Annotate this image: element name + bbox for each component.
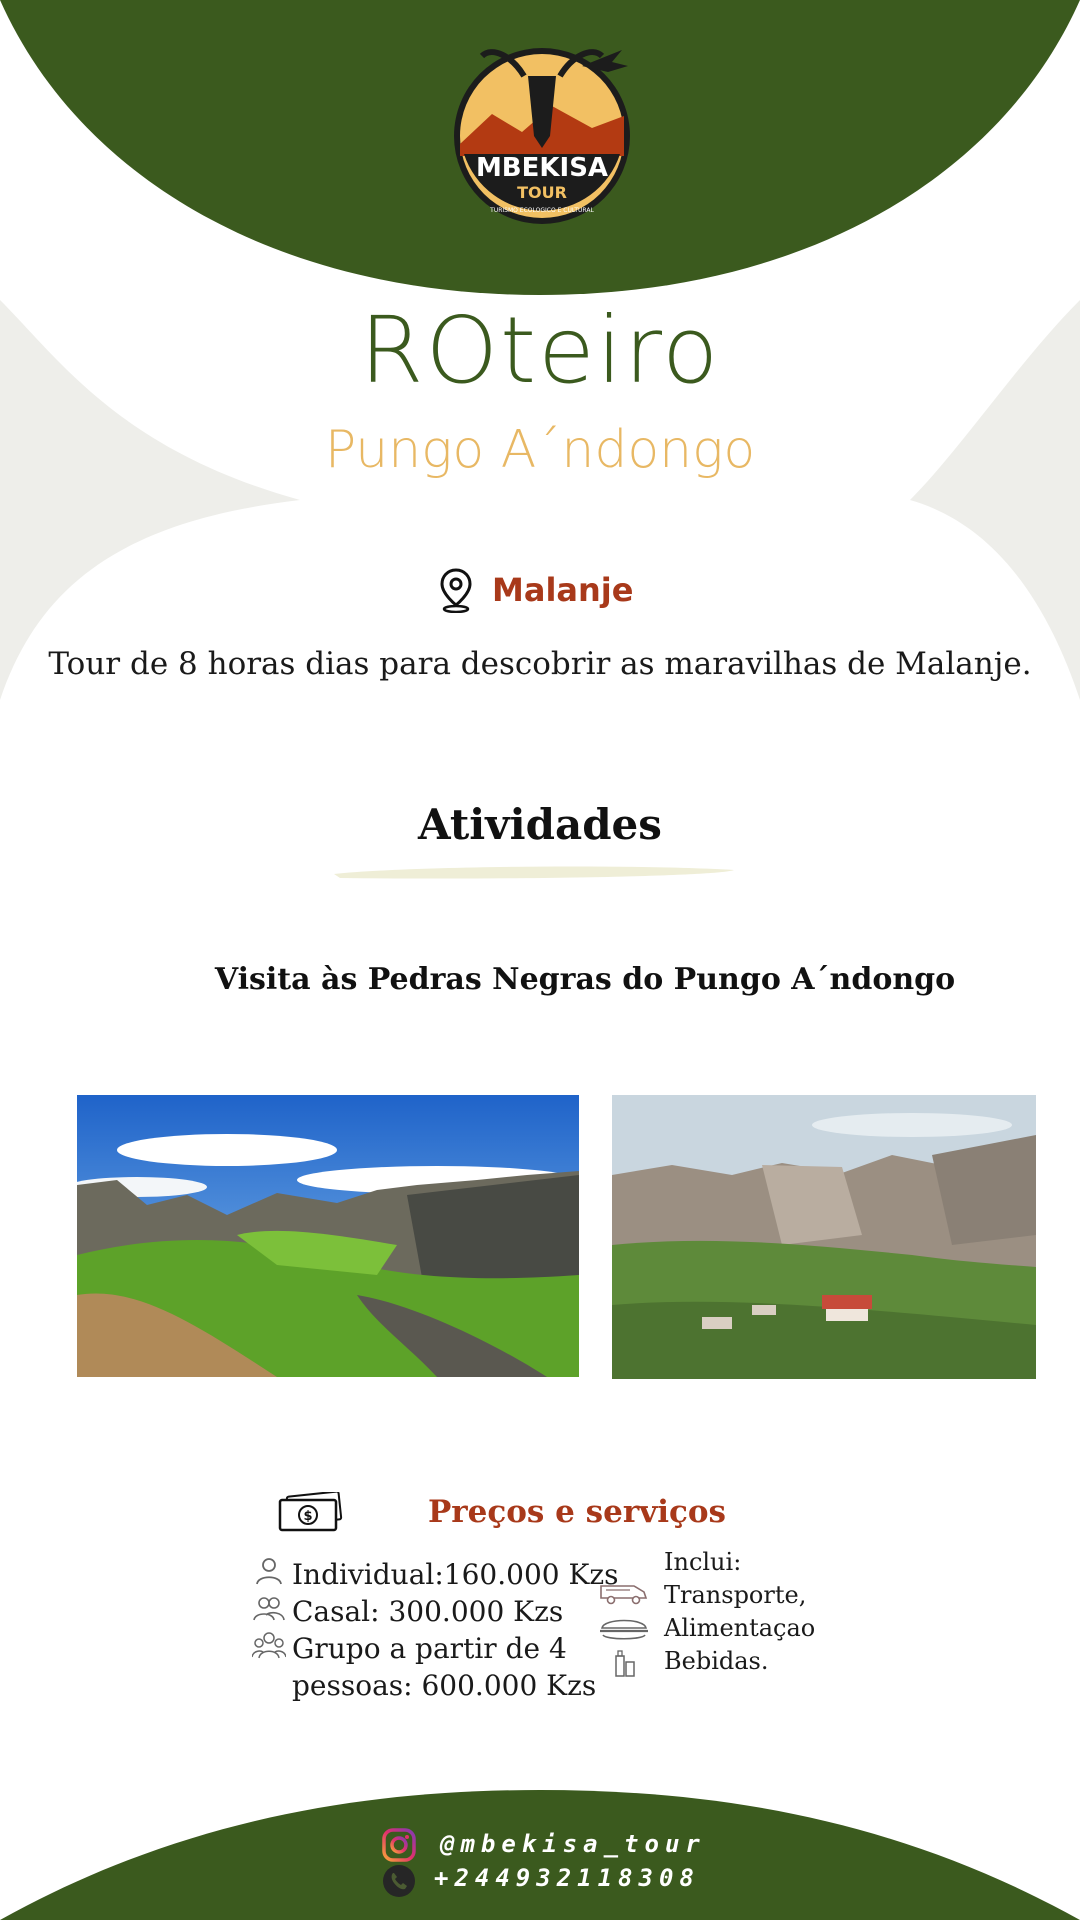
couple-icon [252,1593,286,1625]
group-icon [252,1630,286,1662]
phone-icon[interactable] [382,1864,416,1898]
price-couple [252,1593,619,1630]
includes-transport: Transporte, [664,1581,807,1609]
price-list [252,1556,619,1704]
activities-title: Atividades [418,800,662,849]
brand-sub: TOUR [517,183,567,202]
photo-landscape-1 [77,1095,579,1377]
activity-item: Visita às Pedras Negras do Pungo A´ndongo [214,962,956,997]
price-group-text: Grupo a partir de 4 [292,1632,567,1665]
price-couple-text: Casal: 300.000 Kzs [292,1595,564,1628]
phone-number[interactable]: +244932118308 [434,1864,700,1892]
includes-drinks: Bebidas. [664,1647,769,1675]
page-subtitle: Pungo A´ndongo [324,420,756,480]
food-icon [598,1614,650,1642]
prices-title: Preços e serviços [428,1494,726,1530]
price-group [252,1630,619,1667]
includes-food: Alimentaçao [664,1614,816,1642]
drinks-icon [598,1650,650,1678]
location-label: Malanje [492,571,634,609]
section-underline [330,862,738,882]
price-group-cont [252,1667,619,1704]
instagram-icon[interactable] [382,1828,416,1862]
instagram-handle[interactable]: @mbekisa_tour [440,1830,706,1858]
location [438,566,633,614]
includes-heading: Inclui: [664,1548,742,1576]
van-icon [598,1578,650,1606]
money-icon [278,1492,344,1532]
includes-list [664,1546,815,1678]
map-pin-icon [438,567,474,613]
tour-description: Tour de 8 horas dias para descobrir as maravilhas de Malanje. [48,646,1032,682]
includes-icons [598,1578,656,1686]
photo-landscape-2 [612,1095,1036,1379]
brand-tagline: TURISMO ECOLOGICO E CULTURAL [490,207,594,214]
page-title: ROteiro [359,297,721,404]
brand-logo [452,36,632,228]
price-individual [252,1556,619,1593]
svg-text:$: $ [303,1509,313,1524]
brand-name: MBEKISA [475,153,609,183]
price-group-text-2: pessoas: 600.000 Kzs [292,1669,597,1702]
person-icon [252,1556,286,1588]
price-individual-text: Individual:160.000 Kzs [292,1558,619,1591]
